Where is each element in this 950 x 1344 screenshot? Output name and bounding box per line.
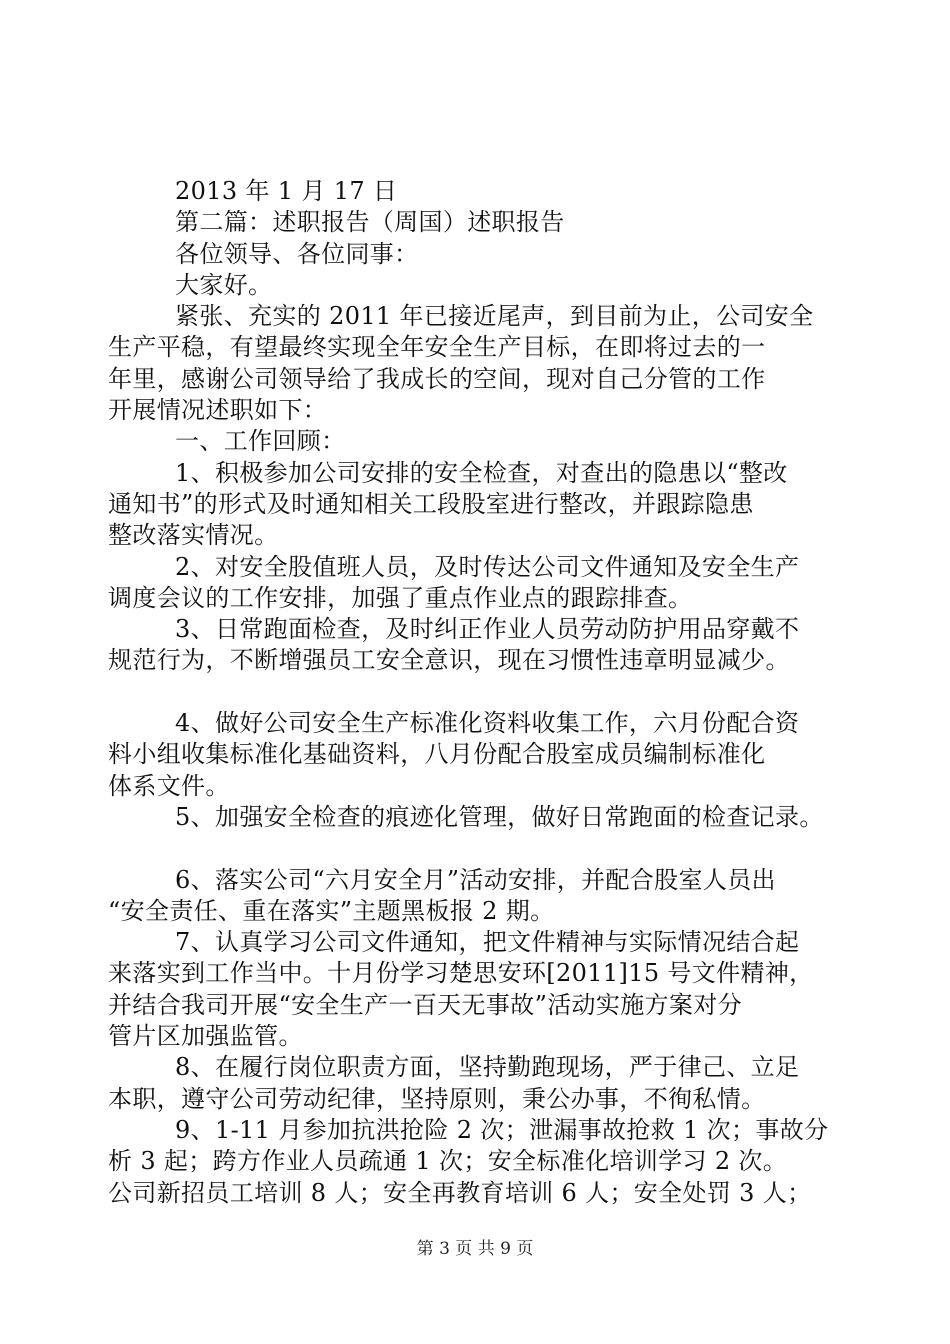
paragraph-line: 本职，遵守公司劳动纪律，坚持原则，秉公办事，不徇私情。 [108,1084,766,1113]
paragraph-line: 5、加强安全检查的痕迹化管理，做好日常跑面的检查记录。 [175,802,824,831]
blank-line [108,833,843,864]
blank-line [108,677,843,708]
paragraph-line: 6、落实公司“六月安全月”活动安排，并配合股室人员出 [175,865,776,894]
salutation: 各位领导、各位同事： [175,239,419,268]
paragraph-line: 通知书”的形式及时通知相关工段股室进行整改，并跟踪隐患 [108,489,754,518]
section-title: 第二篇：述职报告（周国）述职报告 [175,208,565,237]
greeting: 大家好。 [175,270,273,299]
paragraph-line: 3、日常跑面检查，及时纠正作业人员劳动防护用品穿戴不 [175,615,800,644]
document-body [108,176,843,1209]
paragraph-line: 9、1-11 月参加抗洪抢险 2 次；泄漏事故抢救 1 次；事故分 [175,1115,829,1144]
paragraph-line: 体系文件。 [108,771,230,800]
paragraph-line: 规范行为，不断增强员工安全意识，现在习惯性违章明显减少。 [108,646,790,675]
paragraph-line: “安全责任、重在落实”主题黑板报 2 期。 [108,896,555,925]
paragraph-line: 析 3 起；跨方作业人员疏通 1 次；安全标准化培训学习 2 次。 [108,1147,788,1176]
page-footer [0,1239,950,1259]
paragraph-line: 7、认真学习公司文件通知，把文件精神与实际情况结合起 [175,928,800,957]
date-line: 2013 年 1 月 17 日 [175,177,398,205]
paragraph-line: 2、对安全股值班人员，及时传达公司文件通知及安全生产 [175,552,800,581]
paragraph-line: 年里，感谢公司领导给了我成长的空间，现对自己分管的工作 [108,364,766,393]
paragraph-line: 管片区加强监管。 [108,1022,303,1051]
paragraph-line: 来落实到工作当中。十月份学习楚思安环[2011]15 号文件精神， [108,959,814,988]
paragraph-line: 紧张、充实的 2011 年已接近尾声，到目前为止，公司安全 [175,302,814,331]
paragraph-line: 4、做好公司安全生产标准化资料收集工作，六月份配合资 [175,709,800,738]
paragraph-line: 并结合我司开展“安全生产一百天无事故”活动实施方案对分 [108,990,742,1019]
paragraph-line: 生产平稳，有望最终实现全年安全生产目标，在即将过去的一 [108,333,766,362]
paragraph-line: 料小组收集标准化基础资料，八月份配合股室成员编制标准化 [108,740,766,769]
paragraph-line: 开展情况述职如下： [108,396,328,425]
paragraph-line: 调度会议的工作安排，加强了重点作业点的跟踪排查。 [108,583,693,612]
paragraph-line: 公司新招员工培训 8 人；安全再教育培训 6 人；安全处罚 3 人； [108,1178,812,1207]
page-number: 第 3 页 共 9 页 [416,1239,534,1259]
paragraph-line: 8、在履行岗位职责方面，坚持勤跑现场，严于律己、立足 [175,1053,800,1082]
paragraph-line: 整改落实情况。 [108,521,279,550]
section-heading: 一、工作回顾： [175,427,346,456]
paragraph-line: 1、积极参加公司安排的安全检查，对查出的隐患以“整改 [175,458,788,487]
